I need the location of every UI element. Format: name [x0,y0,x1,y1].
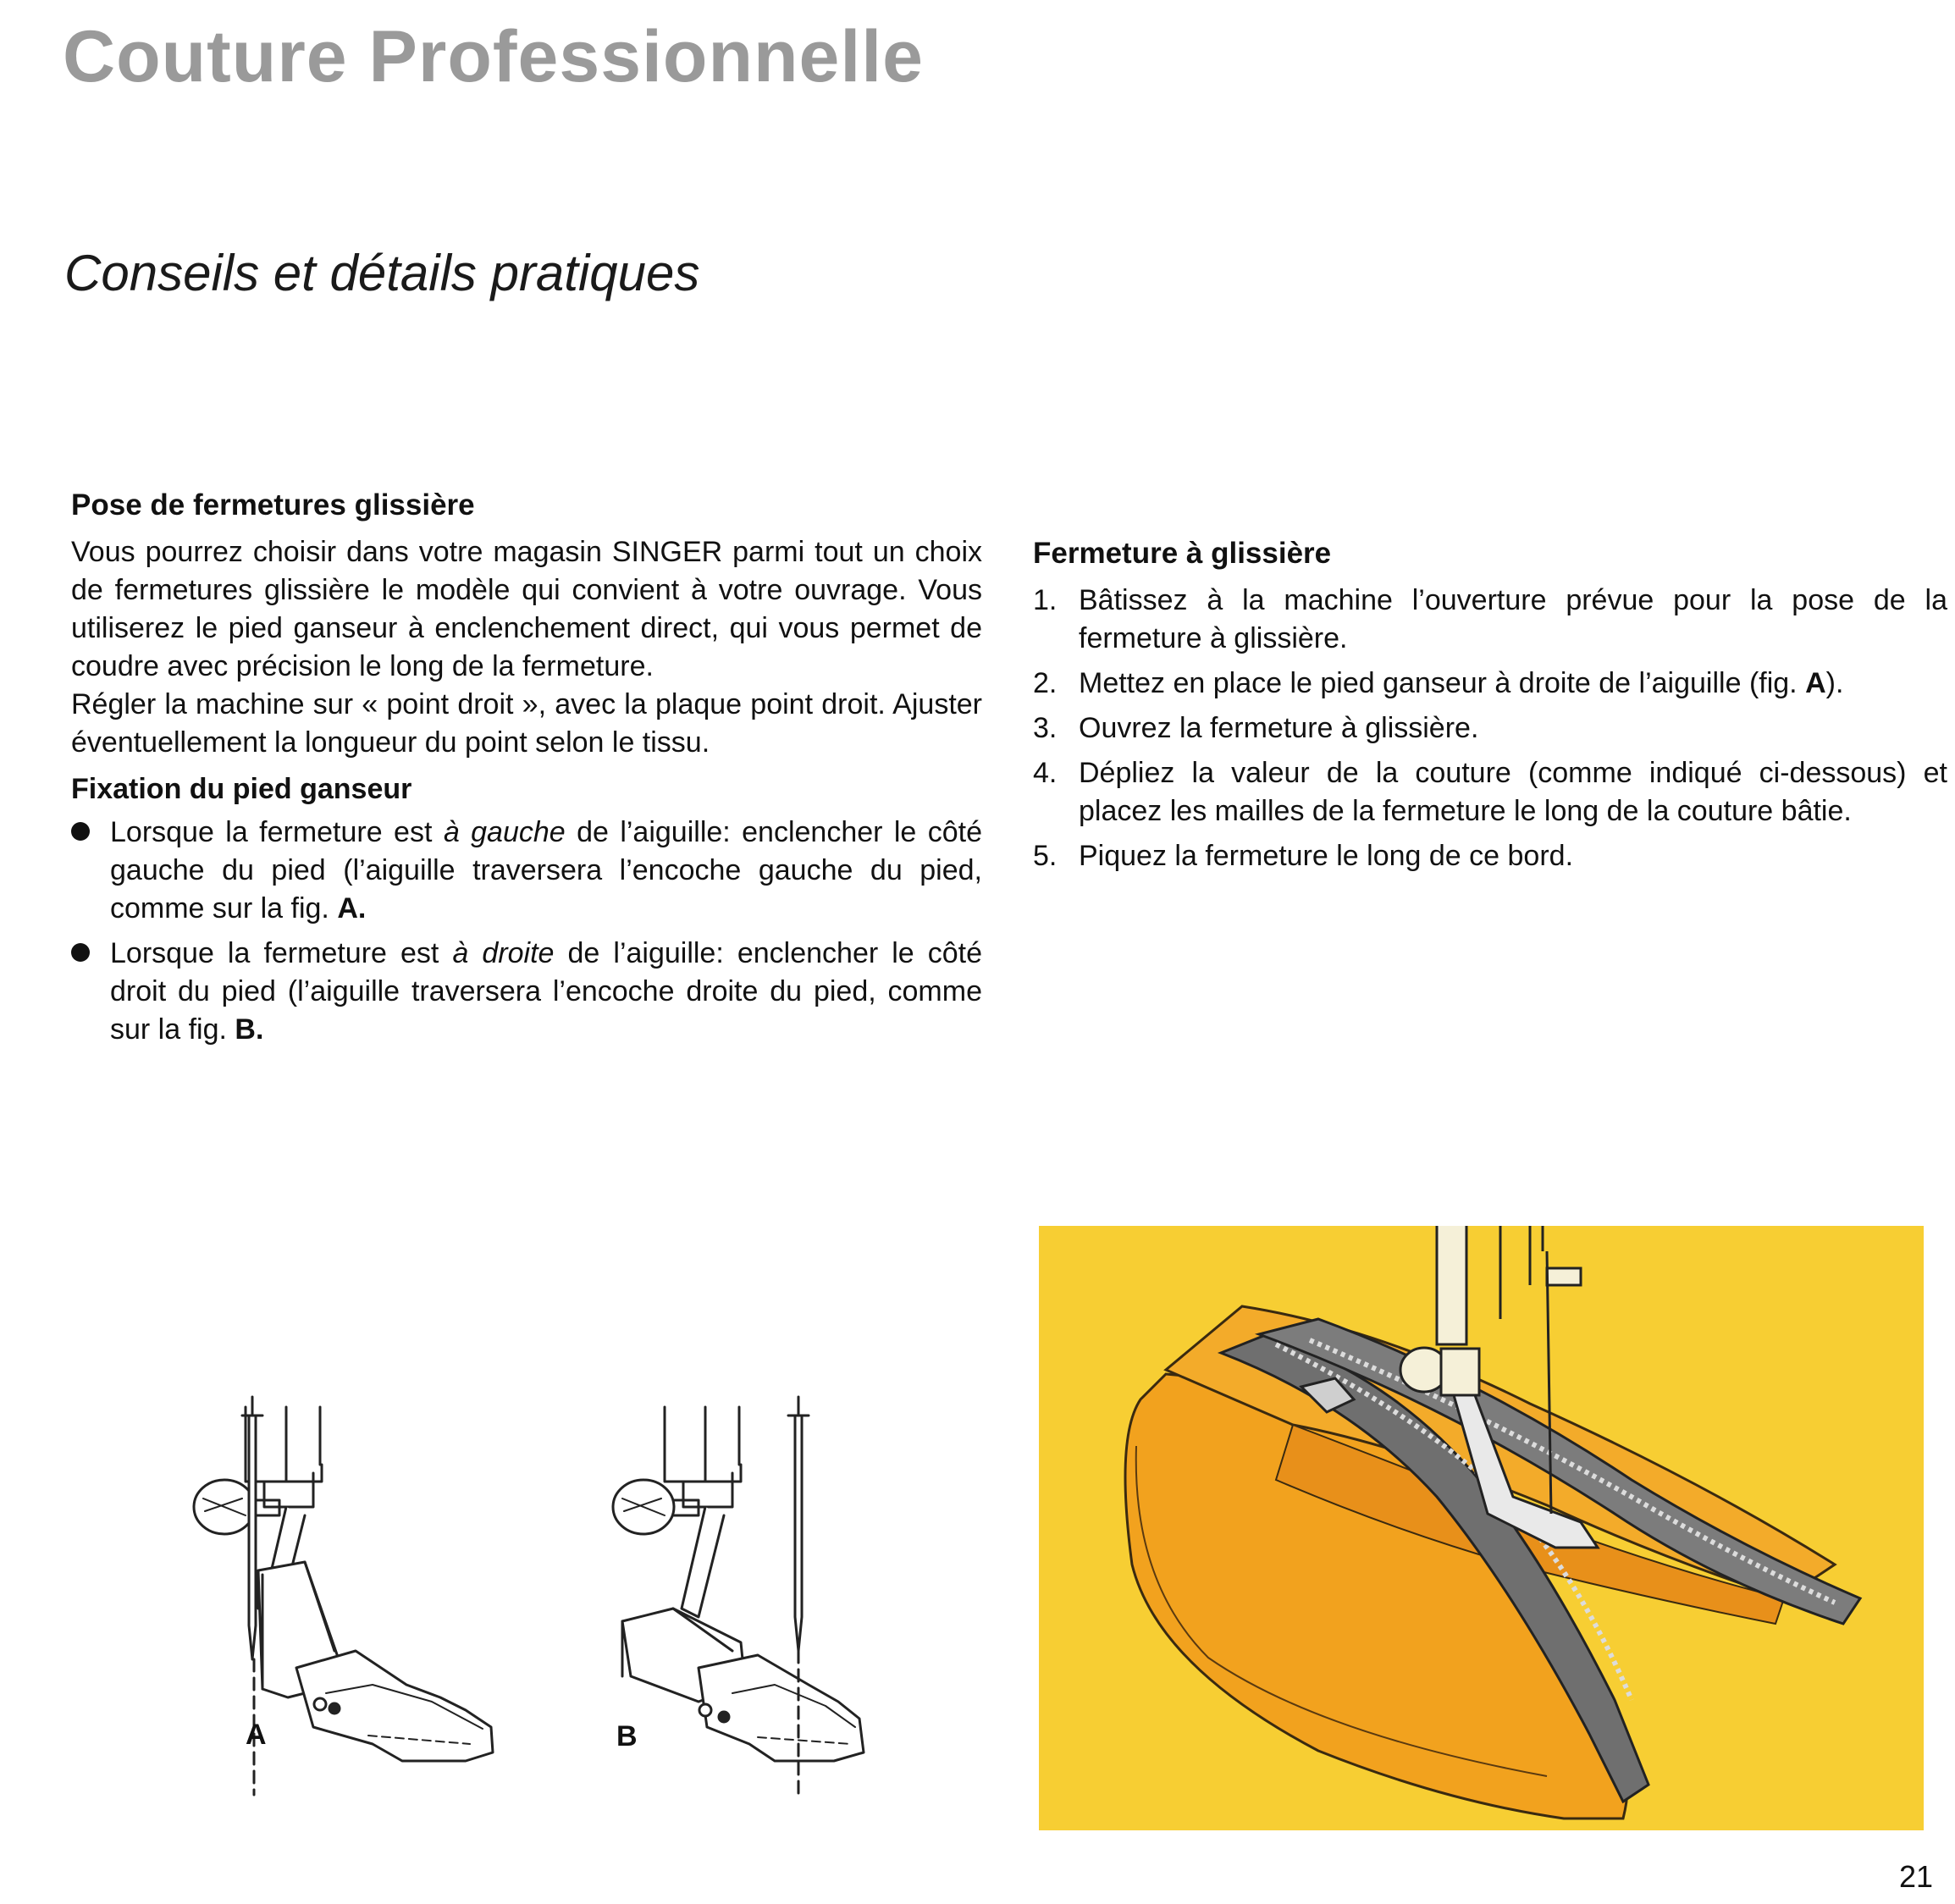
section-heading-zipper-steps: Fermeture à glissière [1033,537,1332,570]
machine-shank [1437,1226,1466,1344]
subheading-foot-fixation: Fixation du pied ganseur [71,773,412,805]
zipper-steps-list [1033,582,1947,875]
figure-b-label: B [616,1720,638,1752]
figure-b-presser-foot [605,1405,885,1795]
right-column [1033,534,1947,882]
bullet-icon [71,822,90,841]
list-item: 3. Ouvrez la fermeture à glissière. [1033,712,1479,744]
list-item: 1. Bâtissez à la machine l’ouverture prévue pour la pose de la fermeture à glissière. [1033,584,1947,654]
list-item: Lorsque la fermeture est à gauche de l’aiguille: enclencher le côté gauche du pied (l’aiguille traversera l’encoche gauche du pied, comme sur la fig. A. [71,814,982,928]
intro-paragraph: Vous pourrez choisir dans votre magasin SINGER parmi tout un choix de fermetures glissière le modèle qui convient à votre ouvrage. Vous utiliserez le pied ganseur à enclenchement direct, qui vous permet de coudre avec précision le long de la fermeture. [71,536,982,682]
page-title: Couture Professionnelle [63,16,924,97]
zipper-sewing-illustration [1039,1226,1924,1830]
foot-fixation-list [71,814,982,1049]
figure-a-label: A [246,1719,267,1751]
machine-setting-paragraph: Régler la machine sur « point droit », avec la plaque point droit. Ajuster éventuellement la longueur du point selon le tissu. [71,688,982,759]
bullet-icon [71,943,90,962]
zipper-sewing-drawing [1039,1226,1924,1830]
section-heading-zippers: Pose de fermetures glissière [71,488,475,522]
figure-a-presser-foot [186,1405,508,1795]
list-item: Lorsque la fermeture est à droite de l’aiguille: enclencher le côté droit du pied (l’aiguille traversera l’encoche droite du pied, comme sur la fig. B. [71,935,982,1049]
left-column [71,486,982,1056]
list-item: 2. Mettez en place le pied ganseur à droite de l’aiguille (fig. A). [1033,667,1844,699]
page-subtitle: Conseils et détails pratiques [64,245,700,301]
list-item: 5. Piquez la fermeture le long de ce bord. [1033,840,1574,872]
list-item: 4. Dépliez la valeur de la couture (comme indiqué ci-dessous) et placez les mailles de la fermeture le long de la couture bâtie. [1033,757,1947,827]
page-number: 21 [1898,1859,1933,1894]
